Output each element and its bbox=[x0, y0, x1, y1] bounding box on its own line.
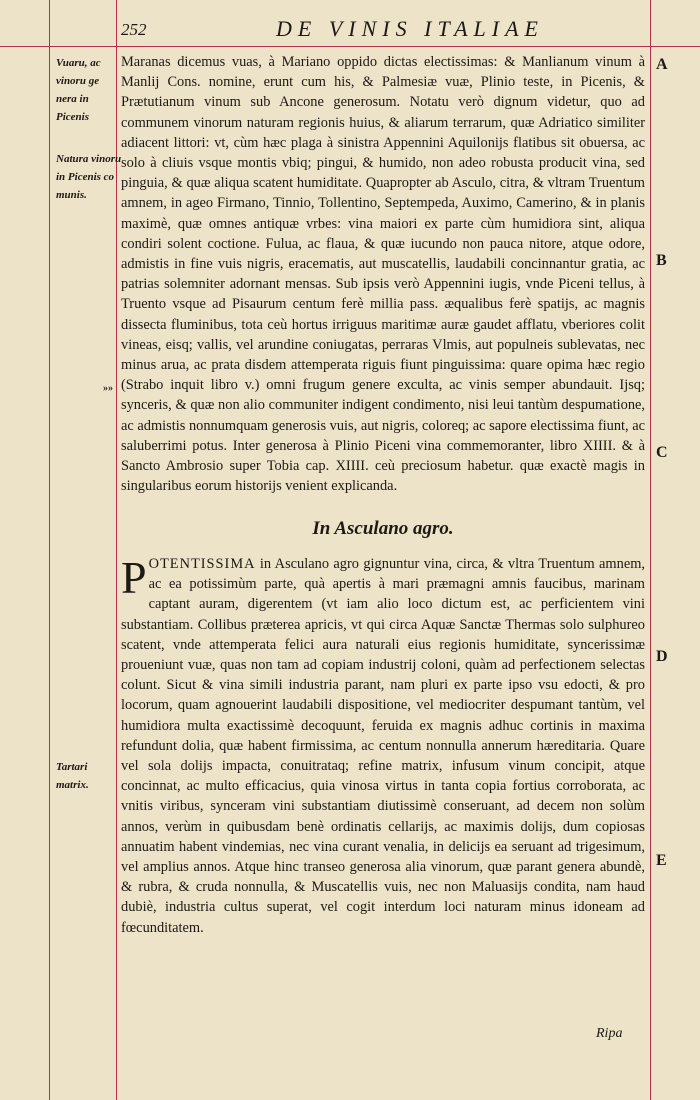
margin-note-tartari-matrix: Tartari matrix. bbox=[56, 761, 89, 791]
outer-margin-rule bbox=[49, 0, 50, 1100]
running-head: DE VINIS ITALIAE bbox=[276, 16, 544, 41]
section-letter-d: D bbox=[656, 648, 668, 665]
section-letter-a: A bbox=[656, 56, 668, 73]
page-number: 252 bbox=[121, 20, 147, 39]
header-rule bbox=[0, 46, 700, 47]
margin-note-natura-vinorum: Natura vinoru in Picenis co munis. bbox=[56, 153, 122, 201]
paragraph-body: in Asculano agro gignuntur vina, circa, & vltra Truentum amnem, ac ea potissimùm parte, quà apertis à mari præmagni amnis faucibus, marinam captant auram, digerentem (vt iam alio loco dictum est, ac perficientem vini substantiam. Collibus præterea apricis, vt qui circa Aquæ Sanctæ Thermas solo sulphureo scatent, vnde attemperata felici aura naturali eius regionis humiditate, syncerissimæ proueniunt vuæ, quas non tam ad copiam industrij coloni, quàm ad perfectionem selectas colunt. Sicut & vina simili industria parant, nam pluri ex parte ipso vsu edocti, & pro locorum, quam agnouerint laudabili dispositione, vel mediocriter despumant tantùm, vel humidiora multa exactissimè decoquunt, feruida ex magnis adhuc cortinis in maxima refundunt dolia, quæ habent firmissima, ac centum nonnulla annerum hæreditaria. Quare vel sola dolijs impacta, conuitrataq; refine matrix, infusum vinum concipit, atque concinnat, ac multo efficacius, quia vinosa virtus in tanta copia fortius corroborata, ac vnitis viribus, synceram vini substantiam diutissimè conseruant, ad decem non solùm annos, verùm in quibusdam benè ordinatis cellarijs, ac maximis dolijs, dum copiosas annuatim habent vindemias, nec vina curant venalia, in delicijs ea seruant ad trigesimum, vel amplius annos. Atque hinc transeo generosa alia vinorum, quæ parant genera abundè, & rubra, & cruda nonnulla, & Muscatellis vuis, nec non Maluasijs condita, nam haud dubiè, industria cultus superat, vel cogit interdum loci naturam minus idoneam ad fœcunditatem. bbox=[121, 556, 645, 936]
section-letter-b: B bbox=[656, 252, 667, 269]
margin-note-vinorum-genera: Vuaru, ac vinoru ge nera in Picenis bbox=[56, 57, 101, 123]
paragraph-asculano-agro bbox=[121, 554, 645, 938]
section-letter-c: C bbox=[656, 444, 668, 461]
drop-capital: P bbox=[121, 552, 147, 603]
section-heading: In Asculano agro. bbox=[312, 518, 454, 539]
lead-word: OTENTISSIMA bbox=[148, 556, 256, 572]
margin-quote-mark: »» bbox=[103, 383, 113, 394]
paragraph-vinorum-natura: Maranas dicemus vuas, à Mariano oppido dictas electissimas: & Manlianum vinum à Manlij Cons. nomine, erunt cum his, & Palmesiæ vuæ, Plinio teste, in Picenis, & Prætutianum vinum sub Ancone generosum. Notatu verò dignum videtur, quo ad communem vinorum naturam regionis huius, & aliarum terrarum, quæ Adriatico similiter adiacent littori: vt, cùm hæc plaga à sinistra Appennini Aquilonijs flatibus sit obuersa, ac solo à cliuis vsque montis vbiq; pingui, & humido, non adeo robusta producit vina, sed pinguia, & quæ aliqua scatent humiditate. Quapropter ab Asculo, citra, & vltram Truentum amnem, in ageo Firmano, Tinnio, Tollentino, Septempeda, Auximo, Camerino, & in planis maximè, quæ omnes antiquæ vrbes: vina maiori ex parte cùm humidiora sint, aliqua condiri solent coctione. Fulua, ac flaua, & quæ iucundo non pauca nitore, atque odore, admistis in fine vuis nigris, eracematis, aut muscatellis, laudabili concinnantur gratia, ac patrias solemniter adornant mensas. Sub ipsis verò Appennini iugis, vnde Piceni tellus, à Truento vsque ad Pisaurum centum ferè millia pass. æqualibus ferè spatijs, ac magnis dissecta fluminibus, tota ceù hortus irriguus maritimæ auræ gaudet afflatu, vberiores colit vineas, eisq; vallis, vel arundine coniugatas, perraras Vlmis, aut populneis sublevatas, nec minus arua, ac prata disdem attemperata riguis fiunt pinguissima: quare opima hæc regio (Strabo inquit libro v.) omni frugum genere exculta, ac vinis semper abundauit. Ijsq; synceris, & quæ non alio communiter indigent condimento, nisi leui tantùm despumatione, ac admistis nonnumquam generosis vuis, aut nigris, coloreq; ac sapore electissima fiunt, ac saluberrimi potus. Inter generosa à Plinio Piceni vina commemoranter, libro XIIII. & à Sancto Ambrosio super Tobia cap. XIIII. ceù preciosum habetur. quæ exactè magis in singularibus eorum historijs venient explicanda. bbox=[121, 54, 645, 495]
right-margin-rule bbox=[650, 0, 651, 1100]
section-letter-e: E bbox=[656, 852, 667, 869]
catchword: Ripa bbox=[596, 1026, 623, 1041]
